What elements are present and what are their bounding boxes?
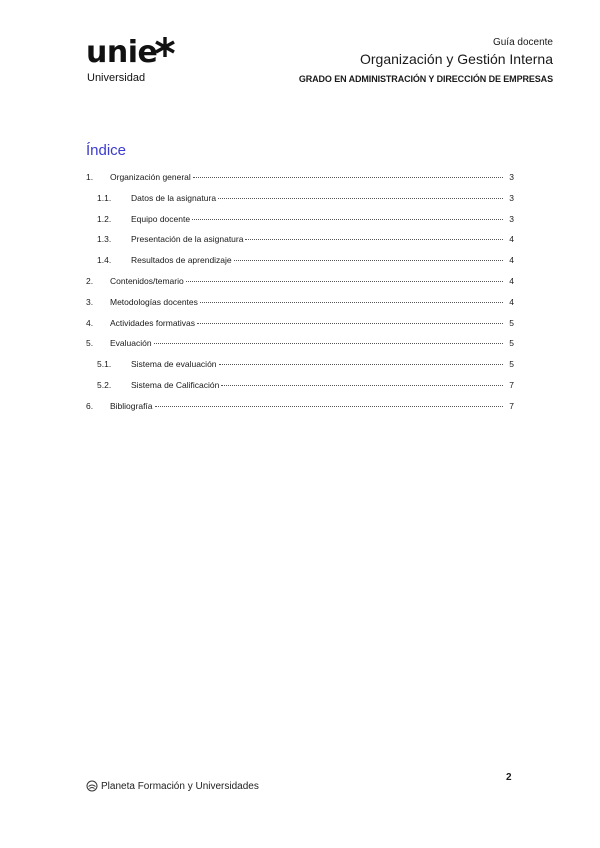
toc-entry[interactable]: [86, 172, 514, 193]
toc-entry-number: 5.1.: [97, 359, 112, 370]
table-of-contents: [86, 172, 514, 422]
toc-dot-leader: [200, 302, 503, 303]
toc-entry-number: 1.2.: [97, 213, 112, 224]
toc-entry-label: Datos de la asignatura: [131, 192, 217, 203]
toc-entry-label: Metodologías docentes: [110, 296, 198, 307]
toc-entry[interactable]: [86, 318, 514, 339]
toc-entry-page: 7: [509, 379, 514, 390]
footer: [86, 780, 259, 792]
logo-wordmark: unie: [86, 35, 158, 70]
toc-entry-number: 1.3.: [97, 234, 112, 245]
toc-dot-leader: [154, 343, 503, 344]
toc-entry-page: 4: [509, 234, 514, 245]
toc-dot-leader: [219, 364, 503, 365]
toc-entry[interactable]: [86, 401, 514, 422]
toc-entry-number: 1.4.: [97, 255, 112, 266]
toc-entry-page: 7: [509, 400, 514, 411]
toc-entry-page: 5: [509, 359, 514, 370]
toc-entry-label: Equipo docente: [131, 213, 191, 224]
header-subject: Organización y Gestión Interna: [360, 51, 553, 67]
toc-dot-leader: [192, 219, 503, 220]
toc-title: Índice: [86, 142, 127, 159]
toc-dot-leader: [193, 177, 503, 178]
toc-dot-leader: [197, 323, 503, 324]
toc-entry-page: 5: [509, 317, 514, 328]
toc-entry-page: 5: [509, 338, 514, 349]
toc-entry-page: 4: [509, 296, 514, 307]
toc-entry-page: 3: [509, 172, 514, 182]
toc-dot-leader: [155, 406, 503, 407]
toc-entry[interactable]: [86, 297, 514, 318]
toc-entry[interactable]: [86, 338, 514, 359]
logo-subtitle: Universidad: [87, 72, 146, 84]
toc-dot-leader: [245, 239, 503, 240]
toc-entry[interactable]: [86, 255, 514, 276]
toc-entry-label: Bibliografía: [110, 400, 153, 411]
toc-entry-number: 3.: [86, 296, 94, 307]
toc-entry[interactable]: [86, 276, 514, 297]
header-doc-type: Guía docente: [492, 37, 553, 48]
toc-entry[interactable]: [86, 234, 514, 255]
asterisk-icon: [154, 36, 176, 58]
toc-dot-leader: [234, 260, 503, 261]
toc-dot-leader: [221, 385, 503, 386]
toc-dot-leader: [186, 281, 503, 282]
toc-entry-number: 5.2.: [97, 379, 112, 390]
toc-entry-number: 1.1.: [97, 192, 112, 203]
toc-entry-page: 4: [509, 275, 514, 286]
toc-entry-page: 3: [509, 192, 514, 203]
toc-entry-number: 4.: [86, 317, 94, 328]
toc-entry-label: Presentación de la asignatura: [131, 234, 244, 245]
toc-entry[interactable]: [86, 214, 514, 235]
toc-entry-number: 6.: [86, 400, 94, 411]
toc-entry-label: Sistema de evaluación: [131, 359, 217, 370]
footer-text: Planeta Formación y Universidades: [101, 780, 259, 792]
toc-entry-page: 4: [509, 255, 514, 266]
toc-entry-label: Sistema de Calificación: [131, 379, 220, 390]
toc-entry[interactable]: [86, 359, 514, 380]
toc-entry-label: Organización general: [110, 172, 191, 182]
toc-entry-number: 1.: [86, 172, 94, 182]
toc-entry[interactable]: [86, 193, 514, 214]
unie-logo: [86, 36, 186, 88]
toc-entry-label: Evaluación: [110, 338, 152, 349]
toc-entry[interactable]: [86, 380, 514, 401]
toc-entry-label: Contenidos/temario: [110, 275, 184, 286]
planeta-globe-icon: [86, 780, 98, 792]
toc-entry-number: 5.: [86, 338, 94, 349]
toc-entry-page: 3: [509, 213, 514, 224]
toc-entry-number: 2.: [86, 275, 94, 286]
page-number: 2: [506, 772, 512, 783]
header-degree: GRADO EN ADMINISTRACIÓN Y DIRECCIÓN DE EMPRESAS: [298, 74, 553, 84]
toc-entry-label: Actividades formativas: [110, 317, 196, 328]
toc-dot-leader: [218, 198, 503, 199]
toc-entry-label: Resultados de aprendizaje: [131, 255, 232, 266]
